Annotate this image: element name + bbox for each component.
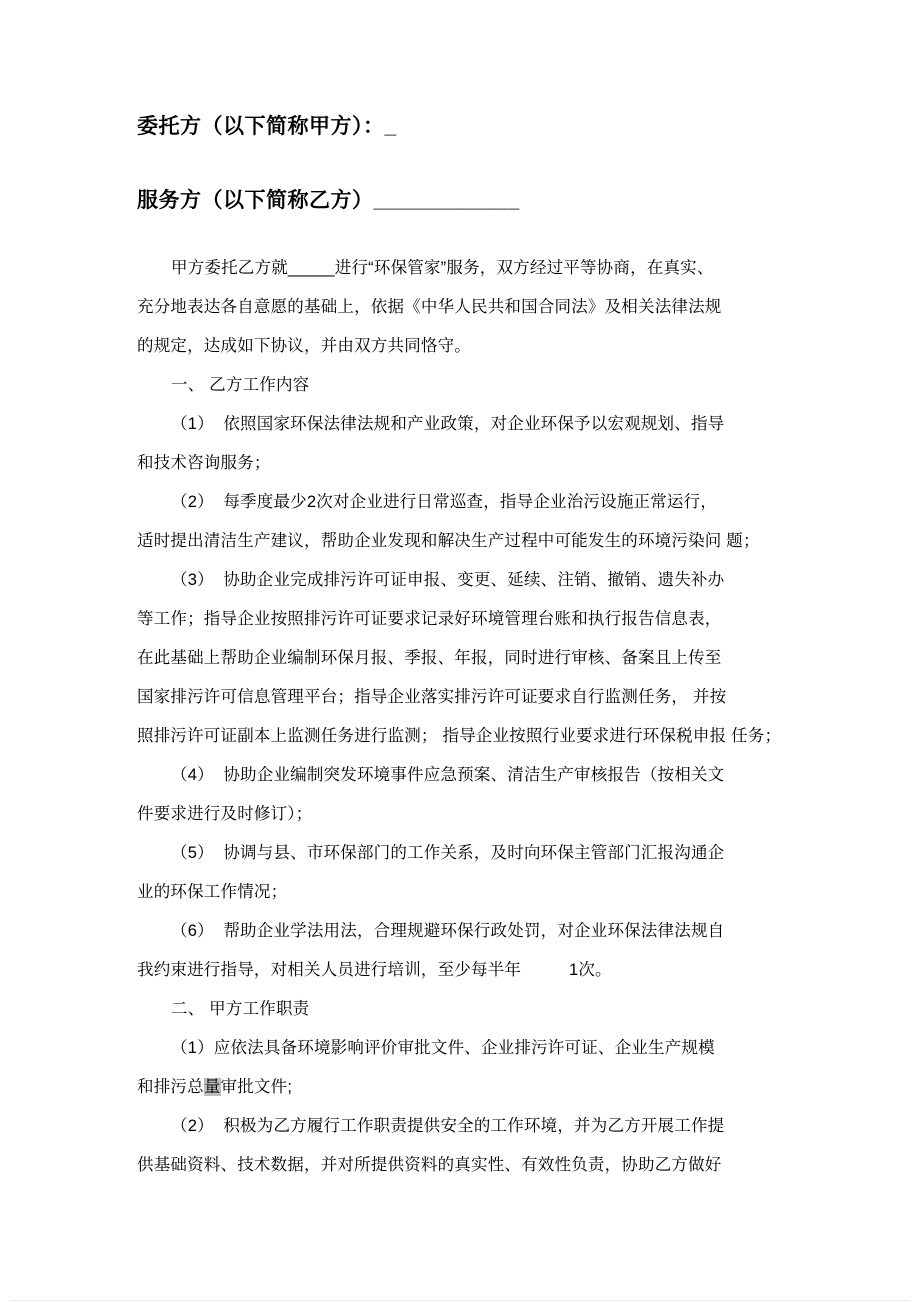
document-line: 一、 乙方工作内容 (171, 376, 310, 394)
document-line: 我约束进行指导，对相关人员进行培训，至少每半年 1次。 (137, 961, 612, 979)
document-line: （5） 协调与县、市环保部门的工作关系，及时向环保主管部门汇报沟通企 (171, 844, 725, 862)
document-line: （1）应依法具备环境影响评价审批文件、企业排污许可证、企业生产规模 (171, 1039, 715, 1057)
document-line: 和排污总量审批文件; (137, 1078, 293, 1096)
document-line: （1） 依照国家环保法律法规和产业政策，对企业环保予以宏观规划、指导 (171, 415, 725, 433)
document-line: 业的环保工作情况； (137, 883, 288, 901)
document-line: 的规定，达成如下协议，并由双方共同恪守。 (137, 337, 471, 355)
document-line: （2） 积极为乙方履行工作职责提供安全的工作环境，并为乙方开展工作提 (171, 1117, 725, 1135)
document-line: 国家排污许可信息管理平台；指导企业落实排污许可证要求自行监测任务， 并按 (137, 688, 727, 706)
document-line: 等工作；指导企业按照排污许可证要求记录好环境管理台账和执行报告信息表， (137, 610, 722, 628)
document-line: 甲方委托乙方就_____进行“环保管家”服务，双方经过平等协商，在真实、 (171, 259, 714, 277)
document-body (137, 249, 800, 1185)
document-line: 供基础资料、技术数据，并对所提供资料的真实性、有效性负责，协助乙方做好 (137, 1156, 722, 1174)
document-line: （2） 每季度最少2次对企业进行日常巡查，指导企业治污设施正常运行， (171, 493, 718, 511)
document-line: 二、 甲方工作职责 (171, 1000, 310, 1018)
page-bottom-edge (10, 1300, 910, 1301)
party-a-line: 委托方（以下简称甲方）：_ (137, 115, 397, 138)
document-line: （6） 帮助企业学法用法，合理规避环保行政处罚，对企业环保法律法规自 (171, 922, 725, 940)
highlighted-char: 量 (203, 1078, 221, 1096)
document-line: （3） 协助企业完成排污许可证申报、变更、延续、注销、撤销、遗失补办 (171, 571, 725, 589)
document-line: 适时提出清洁生产建议，帮助企业发现和解决生产过程中可能发生的环境污染问 题； (137, 532, 760, 550)
document-line: 照排污许可证副本上监测任务进行监测； 指导企业按照行业要求进行环保税申报 任务； (137, 727, 782, 745)
document-line: （4） 协助企业编制突发环境事件应急预案、清洁生产审核报告（按相关文 (171, 766, 725, 784)
document-line: 在此基础上帮助企业编制环保月报、季报、年报，同时进行审核、备案且上传至 (137, 649, 722, 667)
document-line: 和技术咨询服务； (137, 454, 271, 472)
party-b-line: 服务方（以下简称乙方）____________ (137, 189, 520, 212)
document-line: 件要求进行及时修订）； (137, 805, 313, 823)
document-line: 充分地表达各自意愿的基础上，依据《中华人民共和国合同法》及相关法律法规 (137, 298, 722, 316)
